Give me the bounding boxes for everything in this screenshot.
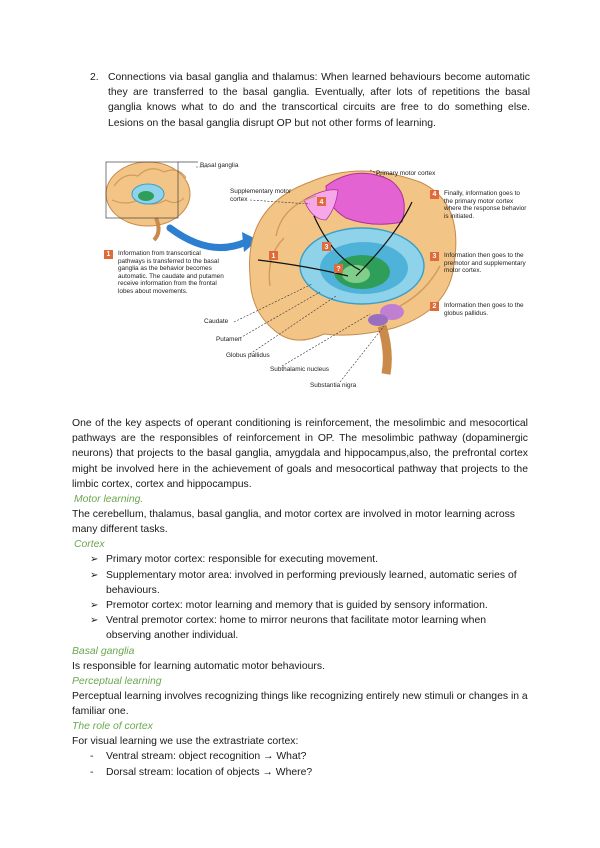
list-item: ➢ Premotor cortex: motor learning and memory that is guided by sensory information. [90,598,528,613]
inset-brain [106,162,198,240]
label-substantia-nigra: Substantia nigra [310,382,357,389]
numbered-item-2 [90,70,530,131]
item-text: Connections via basal ganglia and thalamus: When learned behaviours become automatic they are transferred to the basal ganglia. Eventually, after lots of repetitions the basal ganglia knows what to do and the transcortical circuits are free to do something else. Lesions on the basal ganglia disrupt OP but not other forms of learning. [108,72,530,129]
marker-question: ? [336,266,341,273]
label-basal-ganglia: Basal ganglia [200,162,239,169]
label-caudate: Caudate [204,318,229,325]
label-putamen: Putamen [216,336,242,343]
label-primary-motor-cortex: Primary motor cortex [376,170,436,177]
cortex-heading: Cortex [74,539,105,551]
transfer-arrow [170,228,246,248]
step-1-badge: 1 [104,250,113,259]
cortex-list [72,552,528,643]
perceptual-learning-heading: Perceptual learning [72,675,162,687]
label-globus-pallidus: Globus pallidus [226,352,270,359]
label-supplementary-motor-cortex: Supplementary motor cortex [230,188,292,203]
marker-1: 1 [271,253,276,260]
role-of-cortex-intro: For visual learning we use the extrastriate cortex: [72,736,299,748]
visual-stream-list [72,749,528,779]
list-item: - Dorsal stream: location of objects → Where? [90,765,528,780]
step-4-text: Finally, information goes to the primary motor cortex where the response behavior is initiated. [444,190,527,220]
reinforcement-paragraph: One of the key aspects of operant conditioning is reinforcement, the mesolimbic and mesocortical pathways are the responsibles of reinforcement in OP. The mesolimbic pathway (dopaminergic neurons) that projects to the basal ganglia, amygdala and hippocampus,also, the prefrontal cortex might be involved here in the achievement of goals and mesocortical pathway that projects to the limbic cortex, cortex and hippocampus. [72,418,528,490]
step-1-text: Information from transcortical pathways is transferred to the basal ganglia as the behavior becomes automatic. The caudate and putamen receive information from the frontal lobes about movements. [118,250,224,295]
list-item: ➢ Ventral premotor cortex: home to mirror neurons that facilitate motor learning when observing another individual. [90,613,528,643]
step-3-text: Information then goes to the premotor and supplementary motor cortex. [444,252,526,275]
list-item: ➢ Supplementary motor area: involved in performing previously learned, automatic series of behaviours. [90,568,528,598]
main-content [72,416,528,780]
motor-learning-heading: Motor learning. [74,494,144,506]
step-2-text: Information then goes to the globus pallidus. [444,302,524,317]
label-subthalamic-nucleus: Subthalamic nucleus [270,366,329,373]
step-2-callout [430,302,530,317]
step-4-badge: 4 [430,190,439,199]
motor-learning-text: The cerebellum, thalamus, basal ganglia, and motor cortex are involved in motor learning across many different tasks. [72,509,515,536]
step-3-callout [430,252,530,275]
step-1-callout [104,250,228,296]
basal-ganglia-text: Is responsible for learning automatic motor behaviours. [72,660,325,672]
perceptual-learning-text: Perceptual learning involves recognizing things like recognizing entirely new stimuli or changes in a familiar one. [72,690,528,718]
marker-4: 4 [319,199,324,206]
list-item: ➢ Primary motor cortex: responsible for executing movement. [90,552,528,567]
marker-3: 3 [324,244,329,251]
basal-ganglia-heading: Basal ganglia [72,645,135,657]
list-item: - Ventral stream: object recognition → What? [90,749,528,764]
item-number: 2. [90,72,99,83]
role-of-cortex-heading: The role of cortex [72,721,153,733]
basal-ganglia-figure [100,156,530,392]
step-4-callout [430,190,530,220]
step-3-badge: 3 [430,252,439,261]
step-2-badge: 2 [430,302,439,311]
